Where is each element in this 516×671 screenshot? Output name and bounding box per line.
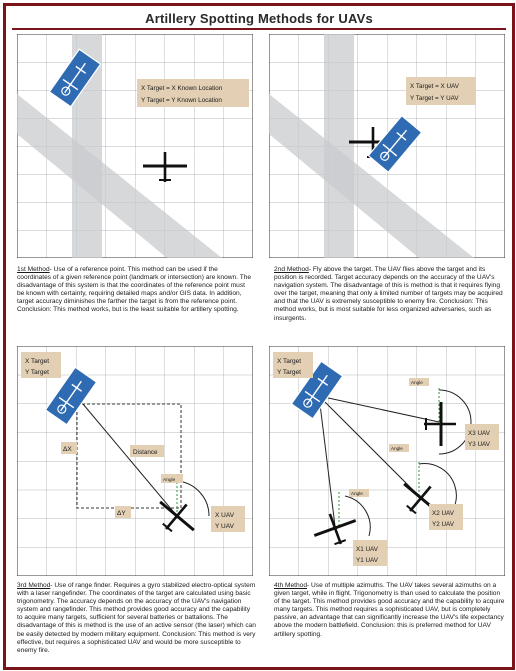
angle-label-2: Angle xyxy=(391,446,403,451)
x-target-equation: X Target = X UAV xyxy=(410,83,459,90)
uav1-y-label: Y1 UAV xyxy=(356,557,378,564)
panel-method-1 xyxy=(17,34,253,258)
uav-y-label: Y UAV xyxy=(215,523,234,530)
method-3-text: - Use of range finder. Requires a gyro stabilized electro-optical system with a laser rangefinder. The coordinates of the target are calculated using basic trigonometry. The accuracy depends on the accuracy of the UAV's navigation system and rangefinder. This method provides good accuracy and the capability to acquire many targets, sufficient for several batteries or battalions. The disadvantage of this is method is the use of an active sensor (the laser) which can be easily detected by modern military equipment. Conclusion: This method is very effective, but requires a sophisticated UAV and would be more susceptible to enemy fire. xyxy=(17,582,256,654)
method-4-description xyxy=(274,582,506,639)
target-x-label: X Target xyxy=(277,358,302,365)
diagram-multiple-azimuths xyxy=(269,346,505,576)
diagram-fly-over xyxy=(269,34,505,258)
panel-method-3 xyxy=(17,346,253,576)
method-3-label: 3rd Method xyxy=(17,582,51,589)
delta-y-label: ΔY xyxy=(117,510,126,517)
uav2-y-label: Y2 UAV xyxy=(432,521,454,528)
title-divider xyxy=(12,28,506,30)
method-4-label: 4th Method xyxy=(274,582,307,589)
page-title: Artillery Spotting Methods for UAVs xyxy=(145,11,373,26)
uav3-x-label: X3 UAV xyxy=(468,430,490,437)
diagram-reference-point xyxy=(17,34,253,258)
method-2-description xyxy=(274,266,506,323)
uav3-y-label: Y3 UAV xyxy=(468,441,490,448)
y-target-equation: Y Target = Y UAV xyxy=(410,95,459,102)
method-1-label: 1st Method xyxy=(17,266,50,273)
distance-label: Distance xyxy=(133,449,158,456)
panel-method-4 xyxy=(269,346,505,576)
target-x-label: X Target xyxy=(25,358,50,365)
diagram-range-finder xyxy=(17,346,253,576)
angle-label: Angle xyxy=(163,478,176,483)
y-target-equation: Y Target = Y Known Location xyxy=(141,97,222,104)
method-1-description xyxy=(17,266,253,315)
poster-frame xyxy=(3,3,515,670)
panel-method-2 xyxy=(269,34,505,258)
method-3-description xyxy=(17,582,257,655)
method-1-text: - Use of a reference point. This method can be used if the coordinates of a given reference point (landmark or intersection) are known. The disadvantage of this system is that the coordinates of the reference point must be known with certainty, requiring detailed maps and/or GIS data. In addition, target accuracy diminishes the farther the target is from the reference point. Conclusion: This method works, but is the least suitable for artillery spotting. xyxy=(17,266,252,314)
x-target-equation: X Target = X Known Location xyxy=(141,85,223,92)
uav-x-label: X UAV xyxy=(215,512,235,519)
angle-label-3: Angle xyxy=(411,380,423,385)
angle-label-1: Angle xyxy=(351,491,363,496)
method-4-text: - Use of multiple azimuths. The UAV takes several azimuths on a given target, while in flight. Trigonometry is than used to calculate the position of the target. This method provides good accuracy and the capability to acquire many targets. This method requires a sophisticated UAV, but is completely passive, an advantage that can significantly increase the UAV's life expectancy above the modern battlefield. Conclusion: this is preferred method for UAV artillery spotting. xyxy=(274,582,505,638)
delta-x-label: ΔX xyxy=(63,446,72,453)
method-2-text: - Fly above the target. The UAV flies above the target and its position is recorded. Target accuracy depends on the accuracy of the UAV's navigation system. The disadvantage of this is method is that it requires flying over the target, meaning that only a limited number of targets may be acquired and that the UAV is extremely susceptible to enemy fire. Conclusion: This method works, but is most suitable for less organized adversaries, such as insurgents. xyxy=(274,266,503,322)
method-2-label: 2nd Method xyxy=(274,266,309,273)
target-y-label: Y Target xyxy=(277,369,301,376)
uav2-x-label: X2 UAV xyxy=(432,510,454,517)
uav1-x-label: X1 UAV xyxy=(356,546,378,553)
target-y-label: Y Target xyxy=(25,369,49,376)
